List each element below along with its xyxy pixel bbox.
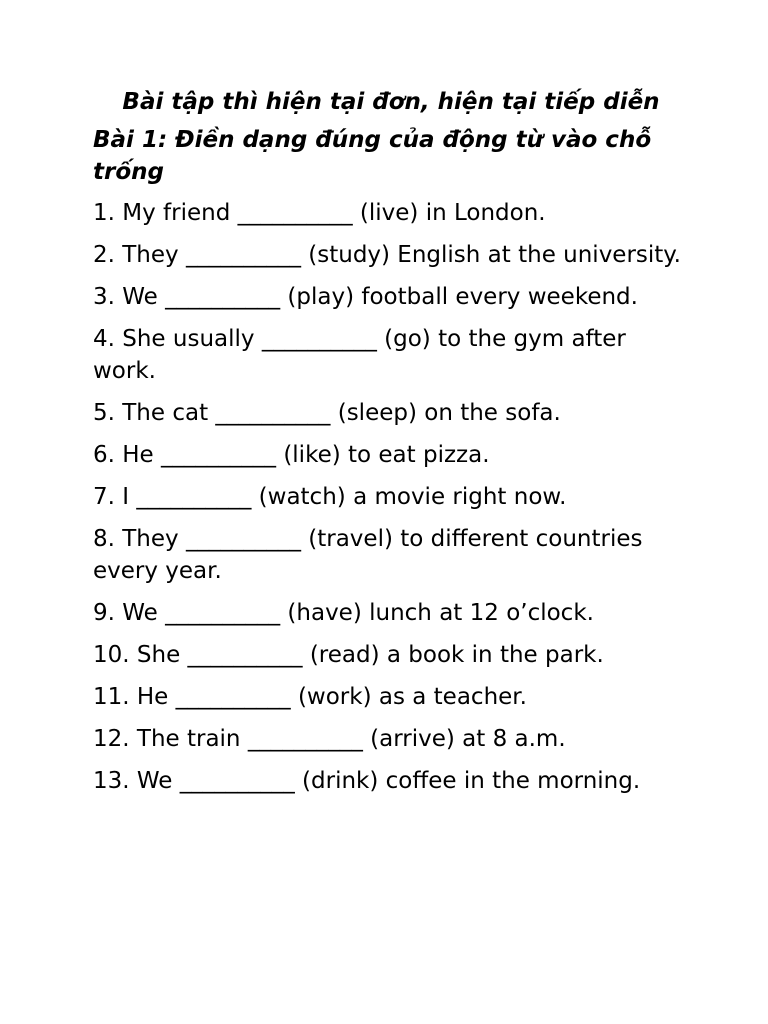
exercise-item-12: 12. The train __________ (arrive) at 8 a.m.	[93, 726, 566, 752]
exercise-item-5: 5. The cat __________ (sleep) on the sofa.	[93, 400, 561, 426]
exercise-list	[93, 197, 683, 797]
exercise-item-9: 9. We __________ (have) lunch at 12 o’clock.	[93, 600, 594, 626]
document-page	[93, 86, 683, 807]
exercise-item-1: 1. My friend __________ (live) in London.	[93, 200, 546, 226]
exercise-item-13: 13. We __________ (drink) coffee in the morning.	[93, 768, 641, 794]
section-heading: Bài 1: Điền dạng đúng của động từ vào chỗ trống	[93, 127, 652, 185]
exercise-item-8: 8. They __________ (travel) to different countries every year.	[93, 526, 643, 584]
exercise-item-6: 6. He __________ (like) to eat pizza.	[93, 442, 490, 468]
exercise-item-2: 2. They __________ (study) English at the university.	[93, 242, 681, 268]
exercise-item-7: 7. I __________ (watch) a movie right now.	[93, 484, 567, 510]
exercise-item-3: 3. We __________ (play) football every weekend.	[93, 284, 638, 310]
document-title: Bài tập thì hiện tại đơn, hiện tại tiếp diễn	[122, 89, 660, 115]
exercise-item-10: 10. She __________ (read) a book in the park.	[93, 642, 604, 668]
exercise-item-4: 4. She usually __________ (go) to the gym after work.	[93, 326, 626, 384]
exercise-item-11: 11. He __________ (work) as a teacher.	[93, 684, 527, 710]
